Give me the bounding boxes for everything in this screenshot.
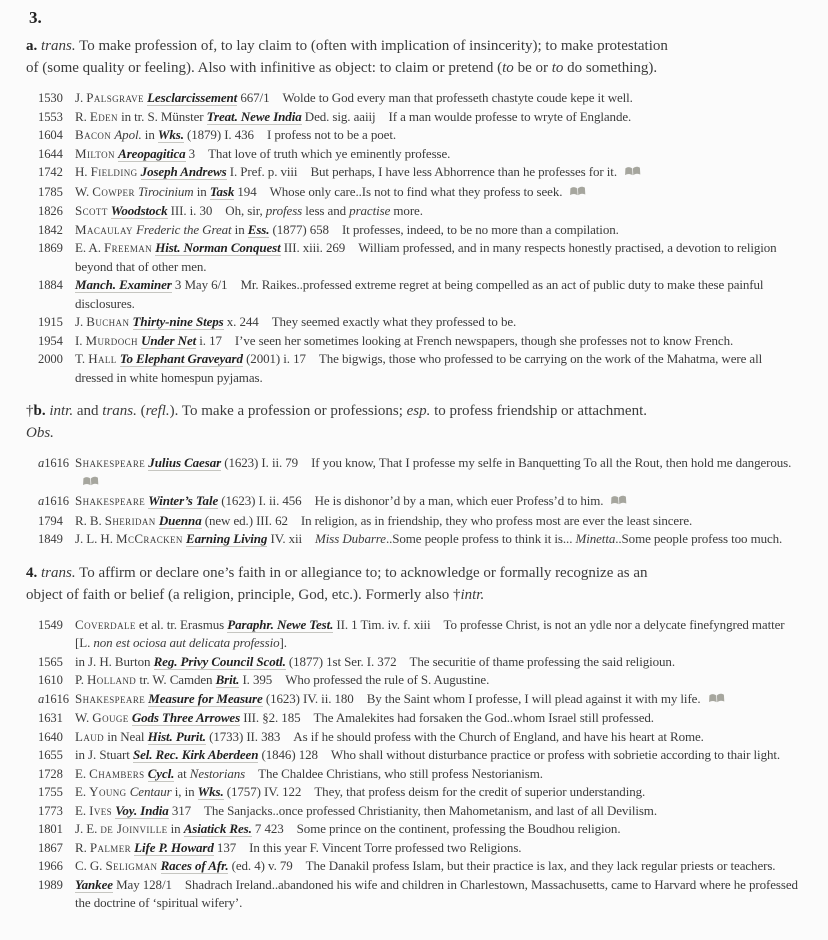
text-run: Who shall without disturbance practice or profess with sobrietie according to thair light. bbox=[330, 747, 781, 762]
quotation-row bbox=[38, 671, 800, 690]
text-run: J. L. H. bbox=[75, 531, 116, 546]
book-icon[interactable] bbox=[624, 164, 641, 183]
author-name: Macaulay bbox=[75, 221, 133, 237]
quotation-row bbox=[38, 454, 800, 492]
quotation-row bbox=[38, 313, 800, 332]
work-title-link[interactable]: Earning Living bbox=[186, 531, 268, 546]
text-run: W. bbox=[75, 183, 93, 199]
quotation-date: 1884 bbox=[38, 278, 63, 292]
quotation-list bbox=[38, 454, 800, 549]
text-run: esp. bbox=[406, 403, 431, 419]
text-run: E. bbox=[75, 802, 90, 818]
work-title-link[interactable]: Thirty-nine Steps bbox=[132, 314, 224, 329]
quotation-row bbox=[38, 728, 800, 747]
quotation-row bbox=[38, 839, 800, 858]
author-name: Sheridan bbox=[104, 512, 156, 528]
work-title-link[interactable]: Under Net bbox=[141, 332, 197, 348]
quotation-date: 1655 bbox=[38, 748, 63, 762]
work-title-link[interactable]: Hist. Norman Conquest bbox=[155, 240, 281, 255]
quotation-row bbox=[38, 746, 800, 765]
text-run: (new ed.) III. 62 bbox=[201, 512, 288, 528]
text-run: May 128/1 bbox=[112, 876, 172, 892]
work-title-link[interactable]: Brit. bbox=[215, 672, 240, 687]
text-run: (1733) II. 383 bbox=[205, 728, 281, 744]
text-run: If you know, That I professe my selfe in Banquetting To all the Rout, then hold me dangerous. bbox=[311, 455, 792, 470]
text-run: IV. xii bbox=[267, 531, 303, 546]
work-title-link[interactable]: Paraphr. Newe Test. bbox=[227, 616, 334, 632]
open-book-glyph bbox=[708, 693, 725, 704]
date-circa-prefix: a bbox=[38, 691, 45, 706]
author-name: Milton bbox=[75, 145, 115, 161]
text-run: 667/1 bbox=[237, 90, 270, 105]
text-run: The Amalekites had forsaken the God..whom Israel still professed. bbox=[313, 710, 654, 725]
work-title-link[interactable]: Manch. Examiner bbox=[75, 277, 172, 292]
text-run: (1623) I. ii. 456 bbox=[218, 493, 302, 508]
quotation-row bbox=[38, 239, 800, 276]
text-run: Nestorians bbox=[189, 765, 246, 781]
text-run: refl. bbox=[145, 403, 170, 419]
work-title-link[interactable]: Sel. Rec. Kirk Aberdeen bbox=[132, 747, 259, 762]
text-run: in tr. S. Münster bbox=[117, 108, 207, 124]
text-run: x. 244 bbox=[223, 314, 259, 329]
text-run: intr. bbox=[460, 586, 485, 603]
open-book-glyph bbox=[569, 186, 586, 197]
text-run: I’ve seen her sometimes looking at French newspapers, though she professes not to know French. bbox=[234, 332, 734, 348]
text-run: ( bbox=[136, 403, 146, 419]
text-run: in bbox=[141, 127, 158, 142]
quotation-date: 1631 bbox=[38, 711, 63, 725]
author-name: Laud bbox=[75, 728, 105, 744]
quotation-row bbox=[38, 653, 800, 672]
work-title-link[interactable]: Woodstock bbox=[110, 203, 168, 218]
text-run: i, in bbox=[171, 784, 198, 799]
sense-number bbox=[29, 6, 800, 30]
quotation-row bbox=[38, 163, 800, 183]
author-name: Fielding bbox=[90, 164, 138, 179]
text-run: b. bbox=[33, 403, 46, 419]
text-run: It professes, indeed, to be no more than a compilation. bbox=[341, 221, 619, 237]
quotation-row bbox=[38, 802, 800, 821]
quotation-date: 1565 bbox=[38, 654, 63, 669]
text-run: to profess friendship or attachment. bbox=[430, 403, 647, 419]
quotation-row bbox=[38, 876, 800, 913]
text-run: III. i. 30 bbox=[167, 203, 213, 218]
text-run: C. G. bbox=[75, 858, 106, 873]
quotation-date: 1849 bbox=[38, 532, 63, 546]
text-run: (1877) 1st Ser. I. 372 bbox=[285, 653, 397, 669]
work-title-link[interactable]: Wks. bbox=[197, 784, 224, 799]
text-run: do something). bbox=[563, 60, 658, 76]
quotation-row bbox=[38, 202, 800, 221]
author-name: Chambers bbox=[89, 765, 145, 781]
text-run: E. bbox=[75, 784, 90, 799]
quotation-row bbox=[38, 616, 800, 653]
quotation-date: 1644 bbox=[38, 146, 63, 161]
author-name: Shakespeare bbox=[75, 455, 146, 470]
text-run: To make profession of, to lay claim to (often with implication of insincerity); to make protestation of (some quality or feeling). Also with infinitive as object: to claim or pretend ( bbox=[26, 38, 668, 76]
author-name: Murdoch bbox=[85, 332, 138, 348]
work-title-link[interactable]: Cycl. bbox=[147, 765, 175, 781]
quotation-row bbox=[38, 492, 800, 512]
work-title-link[interactable]: Measure for Measure bbox=[148, 690, 263, 706]
author-name: Scott bbox=[75, 203, 108, 218]
text-run: 7 423 bbox=[251, 821, 284, 836]
text-run: They, that profess deism for the credit of superior understanding. bbox=[314, 784, 646, 799]
work-title-link[interactable]: Asiatick Res. bbox=[183, 821, 252, 836]
text-run: ..Some people profess too much. bbox=[615, 531, 783, 546]
text-run: The bigwigs, those who professed to be carrying on the work of the Mahatma, were all dressed in white homespun pyjamas. bbox=[75, 351, 763, 385]
author-name: Buchan bbox=[86, 314, 130, 329]
work-title-link[interactable]: Wks. bbox=[157, 127, 184, 142]
text-run: I profess not to be a poet. bbox=[266, 127, 397, 142]
quotation-date: 1794 bbox=[38, 513, 63, 528]
work-title-link[interactable]: Winter’s Tale bbox=[148, 493, 219, 508]
quotation-date: a1616 bbox=[38, 691, 69, 706]
text-run: J. E. bbox=[75, 821, 101, 836]
quotation-date: 1640 bbox=[38, 729, 63, 744]
sense-definition bbox=[26, 400, 676, 444]
text-run: tr. W. Camden bbox=[136, 672, 216, 687]
text-run: But perhaps, I have less Abhorrence than he professes for it. bbox=[310, 164, 617, 179]
quotation-row bbox=[38, 709, 800, 728]
quotation-date: 1549 bbox=[38, 617, 63, 632]
quotation-date: 1553 bbox=[38, 109, 63, 124]
text-run: † bbox=[26, 403, 34, 419]
text-run: Obs. bbox=[26, 425, 54, 441]
text-run: The Chaldee Christians, who still profess Nestorianism. bbox=[258, 765, 543, 781]
work-title-link[interactable]: Hist. Purit. bbox=[147, 728, 206, 744]
text-run: (ed. 4) v. 79 bbox=[228, 858, 293, 873]
text-run: (1846) 128 bbox=[258, 747, 318, 762]
text-run: 3. bbox=[29, 8, 42, 27]
text-run: Miss Dubarre bbox=[315, 531, 386, 546]
text-run: T. bbox=[75, 351, 89, 366]
work-title-link[interactable]: Gods Three Arrowes bbox=[131, 710, 241, 725]
author-name: Coverdale bbox=[75, 616, 136, 632]
quotation-date: 1773 bbox=[38, 803, 63, 818]
text-run: Wolde to God every man that professeth chastyte coude kepe it well. bbox=[282, 90, 633, 105]
text-run: R. bbox=[75, 839, 90, 855]
text-run: Mr. Raikes..professed extreme regret at being compelled as an act of public duty to make these painful disclosures. bbox=[75, 277, 764, 311]
quotation-date: 1728 bbox=[38, 766, 63, 781]
text-run: P. bbox=[75, 672, 87, 687]
date-circa-prefix: a bbox=[38, 456, 45, 470]
author-name: Holland bbox=[87, 672, 137, 687]
text-run: To make a profession or professions; bbox=[178, 403, 407, 419]
quotation-list bbox=[38, 616, 800, 913]
author-name: Eden bbox=[89, 108, 118, 124]
quotation-row bbox=[38, 126, 800, 145]
text-run: Centaur bbox=[129, 784, 172, 799]
quotation-date: 1604 bbox=[38, 128, 63, 142]
text-run: non est ociosa aut delicata professio bbox=[93, 635, 280, 650]
quotation-date: a1616 bbox=[38, 494, 69, 508]
text-run: to bbox=[551, 60, 564, 76]
work-title-link[interactable]: Yankee bbox=[75, 876, 113, 892]
author-name: Ives bbox=[89, 802, 113, 818]
text-run: Some prince on the continent, professing the Boudhou religion. bbox=[296, 821, 621, 836]
text-run: more. bbox=[390, 203, 423, 218]
quotation-row bbox=[38, 765, 800, 784]
text-run: I. bbox=[75, 332, 86, 348]
open-book-glyph bbox=[624, 166, 641, 177]
text-run: II. 1 Tim. iv. f. xiii bbox=[333, 616, 431, 632]
work-title-link[interactable]: Reg. Privy Council Scotl. bbox=[153, 653, 286, 669]
author-name: Hall bbox=[88, 351, 117, 366]
quotation-date: 1915 bbox=[38, 315, 63, 329]
work-title-link[interactable]: Life P. Howard bbox=[134, 839, 214, 855]
author-name: McCracken bbox=[116, 531, 183, 546]
text-run: III. §2. 185 bbox=[240, 710, 301, 725]
text-run: in bbox=[193, 183, 210, 199]
text-run: Frederic the Great bbox=[136, 221, 232, 237]
text-run: J. bbox=[75, 90, 87, 105]
text-run: ). bbox=[169, 403, 179, 419]
text-run: in bbox=[167, 821, 184, 836]
quotation-row bbox=[38, 332, 800, 351]
text-run: William professed, and in many respects honestly practised, a devotion to religion beyond that of other men. bbox=[75, 240, 777, 274]
text-run: As if he should profess with the Church of England, and have his heart at Rome. bbox=[293, 728, 704, 744]
text-run: That love of truth which ye eminently professe. bbox=[208, 145, 451, 161]
text-run: (1623) IV. ii. 180 bbox=[262, 690, 354, 706]
open-book-glyph bbox=[610, 495, 627, 506]
text-run: R. bbox=[75, 108, 90, 124]
text-run: 4. bbox=[26, 564, 38, 581]
author-name: Bacon bbox=[75, 127, 112, 142]
text-run: in J. Stuart bbox=[75, 747, 133, 762]
author-name: de Joinville bbox=[100, 821, 168, 836]
text-run: In this year F. Vincent Torre professed two Religions. bbox=[249, 839, 522, 855]
text-run: (1877) 658 bbox=[269, 221, 329, 237]
text-run: They seemed exactly what they professed to be. bbox=[271, 314, 517, 329]
text-run: and bbox=[73, 403, 103, 419]
quotation-date: 1742 bbox=[38, 165, 63, 179]
book-icon[interactable] bbox=[610, 493, 627, 512]
text-run: Ded. sig. aaiij bbox=[301, 108, 376, 124]
text-run: By the Saint whom I professe, I will plead against it with my life. bbox=[366, 690, 701, 706]
text-run: to bbox=[502, 60, 514, 76]
text-run: E. A. bbox=[75, 240, 105, 255]
text-run: et al. tr. Erasmus bbox=[135, 616, 228, 632]
author-name: Young bbox=[89, 784, 127, 799]
text-run: Minetta bbox=[575, 531, 616, 546]
quotation-row bbox=[38, 512, 800, 531]
quotation-row bbox=[38, 530, 800, 549]
work-title-link[interactable]: Races of Afr. bbox=[160, 858, 229, 873]
quotation-row bbox=[38, 783, 800, 802]
text-run: H. bbox=[75, 164, 91, 179]
text-run: Apol. bbox=[114, 127, 142, 142]
date-circa-prefix: a bbox=[38, 494, 45, 508]
text-run: in bbox=[231, 221, 248, 237]
quotation-row bbox=[38, 145, 800, 164]
text-run: 3 May 6/1 bbox=[171, 277, 228, 292]
text-run: trans. bbox=[41, 38, 76, 54]
quotation-row bbox=[38, 183, 800, 203]
text-run: ..Some people profess to think it is... bbox=[385, 531, 576, 546]
text-run: intr. bbox=[49, 403, 74, 419]
sense-definition bbox=[26, 562, 676, 606]
open-book-glyph bbox=[82, 476, 99, 487]
work-title-link[interactable]: Lesclarcissement bbox=[147, 90, 238, 105]
text-run: To affirm or declare one’s faith in or allegiance to; to acknowledge or formally recognize as an object of faith or belief (a religion, principle, God, etc.). Formerly also † bbox=[26, 564, 648, 603]
quotation-date: 1610 bbox=[38, 673, 63, 687]
entry-sections bbox=[26, 6, 800, 913]
text-run: III. xiii. 269 bbox=[280, 240, 346, 255]
quotation-date: 1801 bbox=[38, 822, 63, 836]
work-title-link[interactable]: Areopagitica bbox=[118, 145, 186, 161]
author-name: Shakespeare bbox=[75, 690, 146, 706]
quotation-date: 1869 bbox=[38, 241, 63, 255]
quotation-date: 1954 bbox=[38, 333, 63, 348]
text-run: profess bbox=[265, 203, 303, 218]
text-run: less and bbox=[302, 203, 350, 218]
quotation-date: 1755 bbox=[38, 785, 63, 799]
author-name: Seligman bbox=[105, 858, 158, 873]
work-title-link[interactable]: Task bbox=[209, 183, 235, 199]
text-run: The Danakil profess Islam, but their practice is lax, and they lack regular priests or teachers. bbox=[305, 858, 776, 873]
text-run: J. bbox=[75, 314, 87, 329]
text-run: E. bbox=[75, 765, 90, 781]
text-run: 137 bbox=[213, 839, 237, 855]
quotation-list bbox=[38, 89, 800, 387]
text-run: If a man woulde professe to wryte of Englande. bbox=[388, 108, 632, 124]
text-run: ]. bbox=[279, 635, 287, 650]
text-run: The Sanjacks..once professed Christianity, then Mahometanism, and last of all Devilism. bbox=[204, 802, 657, 818]
text-run: 194 bbox=[234, 183, 257, 199]
text-run: Tirocinium bbox=[138, 183, 194, 199]
text-run: In religion, as in friendship, they who profess most are ever the least sincere. bbox=[300, 512, 693, 528]
quotation-date: 1989 bbox=[38, 877, 63, 892]
text-run: Who professed the rule of S. Augustine. bbox=[285, 672, 490, 687]
text-run: He is dishonor’d by a man, which euer Profess’d to him. bbox=[314, 493, 604, 508]
work-title-link[interactable]: Julius Caesar bbox=[148, 455, 222, 470]
quotation-date: 1966 bbox=[38, 859, 63, 873]
text-run: at bbox=[174, 765, 190, 781]
work-title-link[interactable]: Duenna bbox=[158, 512, 202, 528]
book-icon[interactable] bbox=[82, 474, 99, 493]
text-run: Oh, sir, bbox=[225, 203, 266, 218]
work-title-link[interactable]: To Elephant Graveyard bbox=[119, 351, 243, 366]
quotation-row bbox=[38, 276, 800, 313]
text-run: a. bbox=[26, 38, 38, 54]
author-name: Cowper bbox=[92, 183, 135, 199]
quotation-row bbox=[38, 857, 800, 876]
quotation-date: 1867 bbox=[38, 840, 63, 855]
text-run: in J. H. Burton bbox=[75, 653, 154, 669]
quotation-row bbox=[38, 350, 800, 387]
text-run: trans. bbox=[102, 403, 137, 419]
text-run: I. Pref. p. viii bbox=[226, 164, 298, 179]
text-run: 317 bbox=[168, 802, 192, 818]
work-title-link[interactable]: Treat. Newe India bbox=[206, 108, 302, 124]
text-run: Shadrach Ireland..abandoned his wife and children in Charlestown, Massachusetts, came to Harvard where he professed the doctrine of ‘spiritual wifery’. bbox=[75, 876, 798, 910]
book-icon[interactable] bbox=[569, 184, 586, 203]
work-title-link[interactable]: Joseph Andrews bbox=[140, 164, 227, 179]
quotation-row bbox=[38, 89, 800, 108]
work-title-link[interactable]: Voy. India bbox=[115, 802, 169, 818]
author-name: Freeman bbox=[104, 240, 153, 255]
author-name: Shakespeare bbox=[75, 493, 146, 508]
quotation-date: a1616 bbox=[38, 456, 69, 470]
text-run: To professe Christ, is not an ydle nor a delycate finefyngred matter [L. bbox=[75, 616, 785, 650]
book-icon[interactable] bbox=[708, 691, 725, 710]
work-title-link[interactable]: Ess. bbox=[247, 221, 270, 237]
quotation-row bbox=[38, 108, 800, 127]
text-run: (1623) I. ii. 79 bbox=[221, 455, 299, 470]
quotation-date: 1826 bbox=[38, 204, 63, 218]
quotation-date: 1785 bbox=[38, 184, 63, 199]
text-run: The securitie of thame professing the said religioun. bbox=[409, 653, 675, 669]
sense-definition bbox=[26, 35, 676, 79]
text-run: R. B. bbox=[75, 512, 105, 528]
text-run: (1879) I. 436 bbox=[183, 127, 254, 142]
text-run: i. 17 bbox=[196, 332, 222, 348]
text-run: Whose only care..Is not to find what they profess to seek. bbox=[269, 183, 563, 199]
quotation-row bbox=[38, 820, 800, 839]
text-run: practise bbox=[349, 203, 391, 218]
text-run: be or bbox=[513, 60, 552, 76]
author-name: Gouge bbox=[92, 710, 129, 725]
quotation-row bbox=[38, 221, 800, 240]
author-name: Palmer bbox=[89, 839, 132, 855]
text-run: 3 bbox=[185, 145, 196, 161]
quotation-date: 1530 bbox=[38, 91, 63, 105]
text-run: trans. bbox=[41, 564, 76, 581]
author-name: Palsgrave bbox=[86, 90, 144, 105]
quotation-date: 2000 bbox=[38, 352, 63, 366]
text-run: W. bbox=[75, 710, 93, 725]
text-run: (2001) i. 17 bbox=[242, 351, 306, 366]
quotation-date: 1842 bbox=[38, 222, 63, 237]
text-run: (1757) IV. 122 bbox=[223, 784, 302, 799]
text-run: in Neal bbox=[104, 728, 148, 744]
quotation-row bbox=[38, 690, 800, 710]
text-run: I. 395 bbox=[239, 672, 273, 687]
